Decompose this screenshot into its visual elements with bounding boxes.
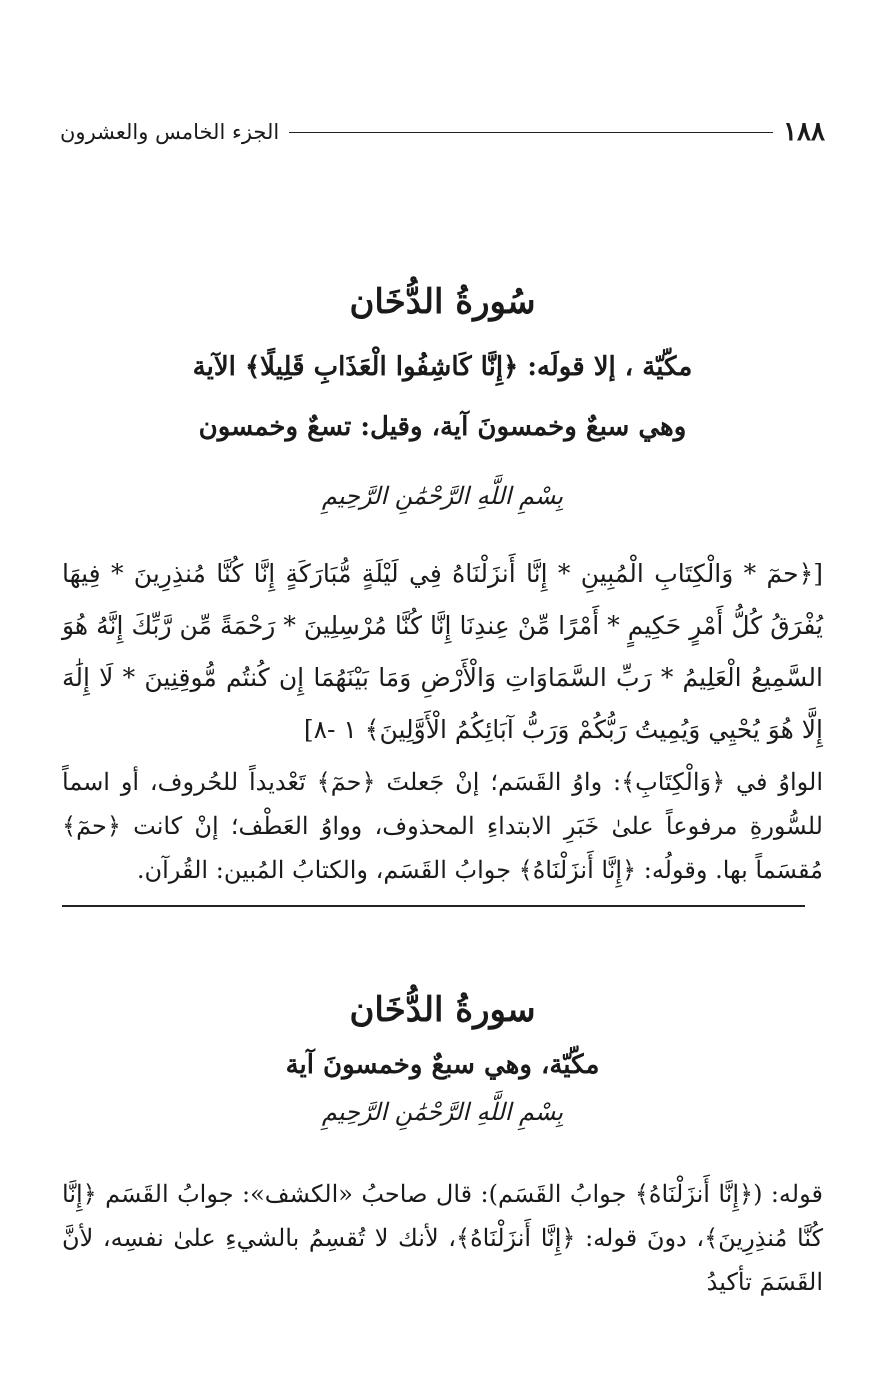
surah-intro-line-1: مكّيّة ، إلا قولَه: ﴿إِنَّا كَاشِفُوا الْعَذَابِ قَلِيلًا﴾ الآية [192,352,693,382]
commentary-paragraph-2: قوله: (﴿إِنَّا أَنزَلْنَاهُ﴾ جوابُ القَسَم): قال صاحبُ «الكشف»: جوابُ القَسَم ﴿إِنَّا كُنَّا مُنذِرِينَ﴾، دونَ قوله: ﴿إِنَّا أَنزَلْنَاهُ﴾، لأنك لا تُقسِمُ بالشيءِ علىٰ نفسِه، لأنَّ القَسَمَ تأكيدُ [62,1180,823,1296]
surah-intro-line-2: وهي سبعٌ وخمسونَ آية، وقيل: تسعٌ وخمسون [198,412,687,442]
commentary-paragraph-1: الواوُ في ﴿وَالْكِتَابِ﴾: واوُ القَسَم؛ إنْ جَعلتَ ﴿حمٓ﴾ تَعْديداً للحُروف، أو اسماً للسُّورةِ مرفوعاً علىٰ خَبَرِ الابتداءِ المحذوف، وواوُ العَطْف؛ إنْ كانت ﴿حمٓ﴾ مُقسَماً بها. وقولُه: ﴿إِنَّا أَنزَلْنَاهُ﴾ جوابُ القَسَم، والكتابُ المُبين: القُرآن. [62,768,823,884]
surah-title-1: سُورةُ الدُّخَان [349,282,536,322]
basmala-2: بِسْمِ اللَّهِ الرَّحْمَٰنِ الرَّحِيمِ [321,1098,564,1126]
section-divider [62,905,805,907]
running-title: الجزء الخامس والعشرون [60,120,280,144]
surah-title-2: سورةُ الدُّخَان [349,990,536,1030]
quran-verses: [﴿حمٓ * وَالْكِتَابِ الْمُبِينِ * إِنَّا أَنزَلْنَاهُ فِي لَيْلَةٍ مُّبَارَكَةٍ إِنَّا كُنَّا مُنذِرِينَ * فِيهَا يُفْرَقُ كُلُّ أَمْرٍ حَكِيمٍ * أَمْرًا مِّنْ عِندِنَا إِنَّا كُنَّا مُرْسِلِينَ * رَحْمَةً مِّن رَّبِّكَ إِنَّهُ هُوَ السَّمِيعُ الْعَلِيمُ * رَبِّ السَّمَاوَاتِ وَالْأَرْضِ وَمَا بَيْنَهُمَا إِن كُنتُم مُّوقِنِينَ * لَا إِلَٰهَ إِلَّا هُوَ يُحْيِي وَيُمِيتُ رَبُّكُمْ وَرَبُّ آبَائِكُمُ الْأَوَّلِينَ﴾ ١ -٨] [62,559,823,744]
basmala-1: بِسْمِ اللَّهِ الرَّحْمَٰنِ الرَّحِيمِ [321,482,564,510]
surah-intro-line-3: مكّيّة، وهي سبعٌ وخمسونَ آية [285,1050,600,1080]
running-header [60,112,825,152]
header-rule [289,132,773,133]
page-number: ١٨٨ [783,117,825,147]
